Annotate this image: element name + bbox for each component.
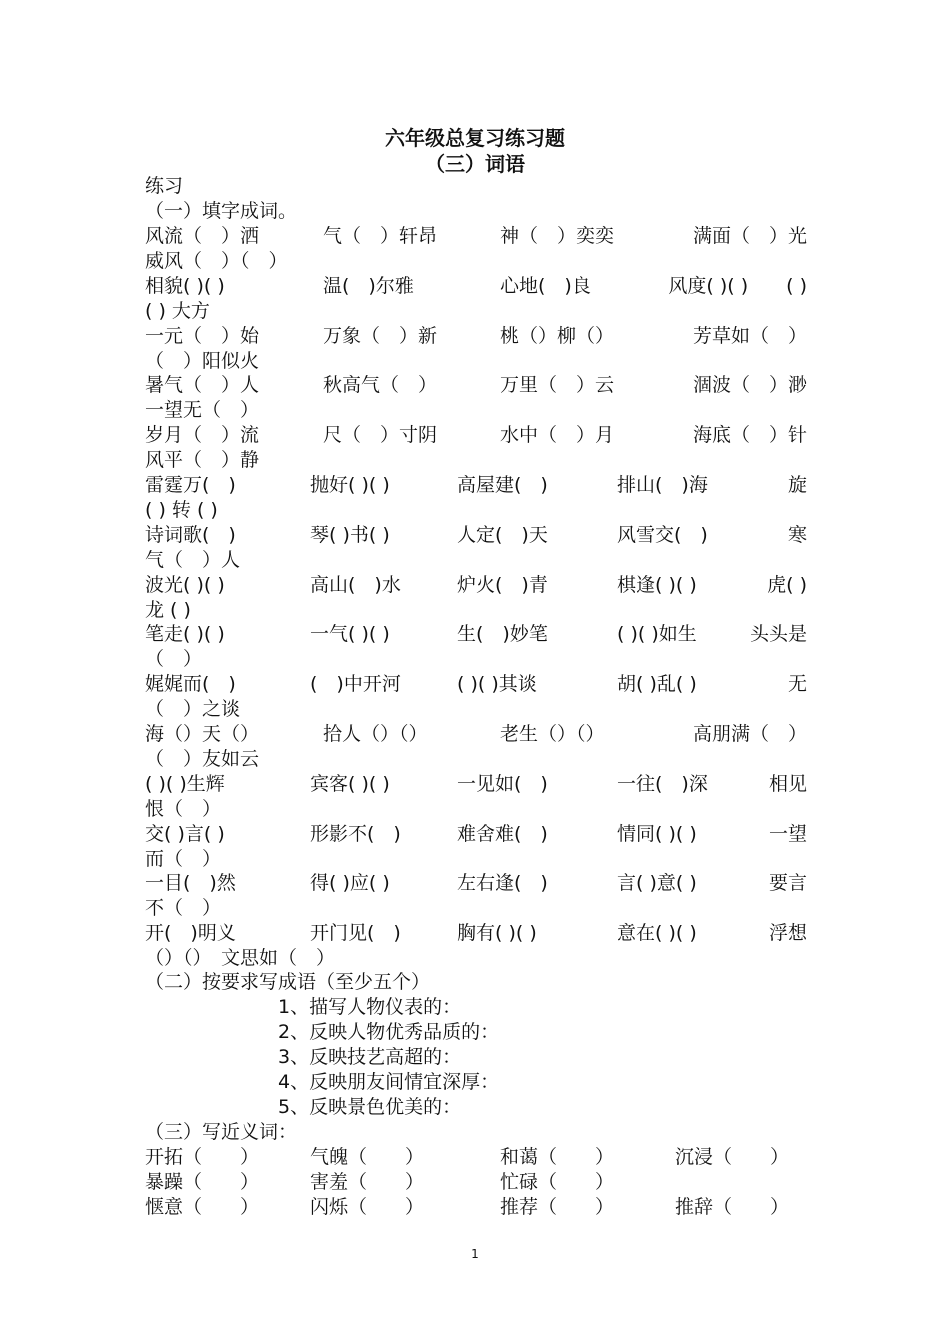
fill-row-continuation: 风平（ ）静 [145, 449, 260, 471]
fill-item: 老生（）（） [500, 723, 605, 745]
fill-item: 无 [787, 673, 807, 695]
fill-row [145, 573, 807, 597]
section1-heading: （一）填字成词。 [145, 200, 298, 222]
fill-item: 相见 [768, 773, 807, 795]
fill-item: 秋高气（ ） [323, 374, 438, 396]
fill-row [145, 274, 807, 298]
fill-row-continuation: （）（） 文思如（ ） [145, 947, 336, 969]
section2-item: 1、描写人物仪表的： [278, 996, 462, 1018]
fill-item: 风雪交( ) [617, 524, 708, 546]
fill-item: 排山( )海 [617, 474, 708, 496]
fill-row [145, 324, 807, 348]
fill-item: 满面（ ）光 [692, 225, 807, 247]
fill-item: 炉火( )青 [457, 574, 548, 596]
section2-heading: （二）按要求写成语（至少五个） [145, 971, 431, 993]
fill-item: 万象（ ）新 [323, 325, 438, 347]
fill-item: 相貌( )( ) [145, 275, 225, 297]
fill-row [145, 224, 807, 248]
fill-row-continuation: 威风（ ）（ ） [145, 250, 288, 272]
fill-item: 胡( )乱( ) [617, 673, 697, 695]
synonym-row [145, 1170, 807, 1194]
fill-row-continuation: ( ) 转 ( ) [145, 499, 218, 521]
fill-item: 高朋满（ ） [692, 723, 807, 745]
fill-row [145, 423, 807, 447]
fill-item: 一往( )深 [617, 773, 708, 795]
fill-row-continuation: 而（ ） [145, 848, 222, 870]
fill-item: 海底（ ）针 [692, 424, 807, 446]
synonym-item: 害羞（ ） [310, 1171, 425, 1193]
synonym-item: 惬意（ ） [145, 1196, 260, 1218]
fill-item: 形影不( ) [310, 823, 401, 845]
fill-item: 岁月（ ）流 [145, 424, 260, 446]
fill-item: 宾客( )( ) [310, 773, 390, 795]
fill-item: 棋逢( )( ) [617, 574, 697, 596]
fill-item: ( )( )如生 [617, 623, 697, 645]
synonym-item: 沉浸（ ） [675, 1146, 790, 1168]
fill-item: 情同( )( ) [617, 823, 697, 845]
fill-item: 风度( )( ) ( ) [668, 275, 807, 297]
fill-row-continuation: （ ）友如云 [145, 748, 260, 770]
synonym-row [145, 1145, 807, 1169]
fill-row [145, 373, 807, 397]
fill-item: 旋 [787, 474, 807, 496]
fill-item: 得( )应( ) [310, 872, 390, 894]
fill-item: 左右逢( ) [457, 872, 548, 894]
synonym-item: 忙碌（ ） [500, 1171, 615, 1193]
fill-item: ( )( )其谈 [457, 673, 537, 695]
fill-row-continuation: ( ) 大方 [145, 300, 210, 322]
fill-row-continuation: （ ） [145, 648, 203, 670]
fill-item: 芳草如（ ） [692, 325, 807, 347]
fill-item: 娓娓而( ) [145, 673, 236, 695]
fill-item: 一目( )然 [145, 872, 236, 894]
section2-item: 4、反映朋友间情宜深厚： [278, 1071, 500, 1093]
fill-item: 万里（ ）云 [500, 374, 615, 396]
fill-item: 浮想 [768, 922, 807, 944]
synonym-item: 和蔼（ ） [500, 1146, 615, 1168]
fill-row-continuation: 气（ ）人 [145, 549, 241, 571]
fill-row [145, 473, 807, 497]
synonym-item: 闪烁（ ） [310, 1196, 425, 1218]
page-number: 1 [471, 1247, 479, 1261]
fill-item: 笔走( )( ) [145, 623, 225, 645]
fill-row [145, 722, 807, 746]
fill-item: ( )( )生辉 [145, 773, 225, 795]
fill-item: 暑气（ ）人 [145, 374, 260, 396]
fill-item: 高山( )水 [310, 574, 401, 596]
section2-item: 5、反映景色优美的： [278, 1096, 462, 1118]
section2-item: 3、反映技艺高超的： [278, 1046, 462, 1068]
synonym-item: 暴躁（ ） [145, 1171, 260, 1193]
fill-row-continuation: （ ）之谈 [145, 698, 241, 720]
exercise-heading: 练习 [145, 175, 184, 197]
fill-item: 心地( )良 [500, 275, 591, 297]
document-title: 六年级总复习练习题 [385, 126, 565, 150]
document-subtitle: （三）词语 [425, 152, 525, 176]
fill-item: 桃（）柳（） [500, 325, 615, 347]
fill-row [145, 772, 807, 796]
fill-row-continuation: 恨（ ） [145, 798, 222, 820]
fill-item: 高屋建( ) [457, 474, 548, 496]
fill-item: 虎( ) [767, 574, 807, 596]
synonym-item: 开拓（ ） [145, 1146, 260, 1168]
fill-item: 风流（ ）洒 [145, 225, 260, 247]
fill-row [145, 921, 807, 945]
fill-row-continuation: （ ）阳似火 [145, 350, 260, 372]
fill-item: 要言 [768, 872, 807, 894]
fill-item: 胸有( )( ) [457, 922, 537, 944]
fill-item: 气（ ）轩昂 [323, 225, 438, 247]
fill-row [145, 871, 807, 895]
fill-item: 涸波（ ）渺 [692, 374, 807, 396]
fill-item: 海（）天（） [145, 723, 260, 745]
fill-item: 神（ ）奕奕 [500, 225, 615, 247]
fill-item: 难舍难( ) [457, 823, 548, 845]
fill-item: 一元（ ）始 [145, 325, 260, 347]
synonym-item: 推荐（ ） [500, 1196, 615, 1218]
fill-item: 雷霆万( ) [145, 474, 236, 496]
section3-heading: （三）写近义词： [145, 1121, 298, 1143]
fill-row-continuation: 不（ ） [145, 897, 222, 919]
fill-item: 琴( )书( ) [310, 524, 390, 546]
fill-row [145, 672, 807, 696]
fill-item: 生( )妙笔 [457, 623, 548, 645]
fill-row-continuation: 龙 ( ) [145, 599, 191, 621]
fill-item: 言( )意( ) [617, 872, 697, 894]
fill-row [145, 622, 807, 646]
fill-row-continuation: 一望无（ ） [145, 399, 260, 421]
synonym-item: 推辞（ ） [675, 1196, 790, 1218]
fill-item: 意在( )( ) [617, 922, 697, 944]
fill-row [145, 822, 807, 846]
fill-item: 抛好( )( ) [310, 474, 390, 496]
fill-item: 头头是 [749, 623, 807, 645]
section2-item: 2、反映人物优秀品质的： [278, 1021, 500, 1043]
fill-item: ( )中开河 [310, 673, 401, 695]
fill-item: 一气( )( ) [310, 623, 390, 645]
fill-item: 拾人（）（） [323, 723, 428, 745]
fill-item: 诗词歌( ) [145, 524, 236, 546]
fill-item: 人定( )天 [457, 524, 548, 546]
synonym-row [145, 1195, 807, 1219]
fill-item: 寒 [787, 524, 807, 546]
fill-row [145, 523, 807, 547]
fill-item: 开门见( ) [310, 922, 401, 944]
fill-item: 波光( )( ) [145, 574, 225, 596]
synonym-item: 气魄（ ） [310, 1146, 425, 1168]
fill-item: 开( )明义 [145, 922, 236, 944]
fill-item: 温( )尔雅 [323, 275, 414, 297]
fill-item: 尺（ ）寸阴 [323, 424, 438, 446]
fill-item: 一望 [768, 823, 807, 845]
fill-item: 水中（ ）月 [500, 424, 615, 446]
fill-item: 交( )言( ) [145, 823, 225, 845]
fill-item: 一见如( ) [457, 773, 548, 795]
